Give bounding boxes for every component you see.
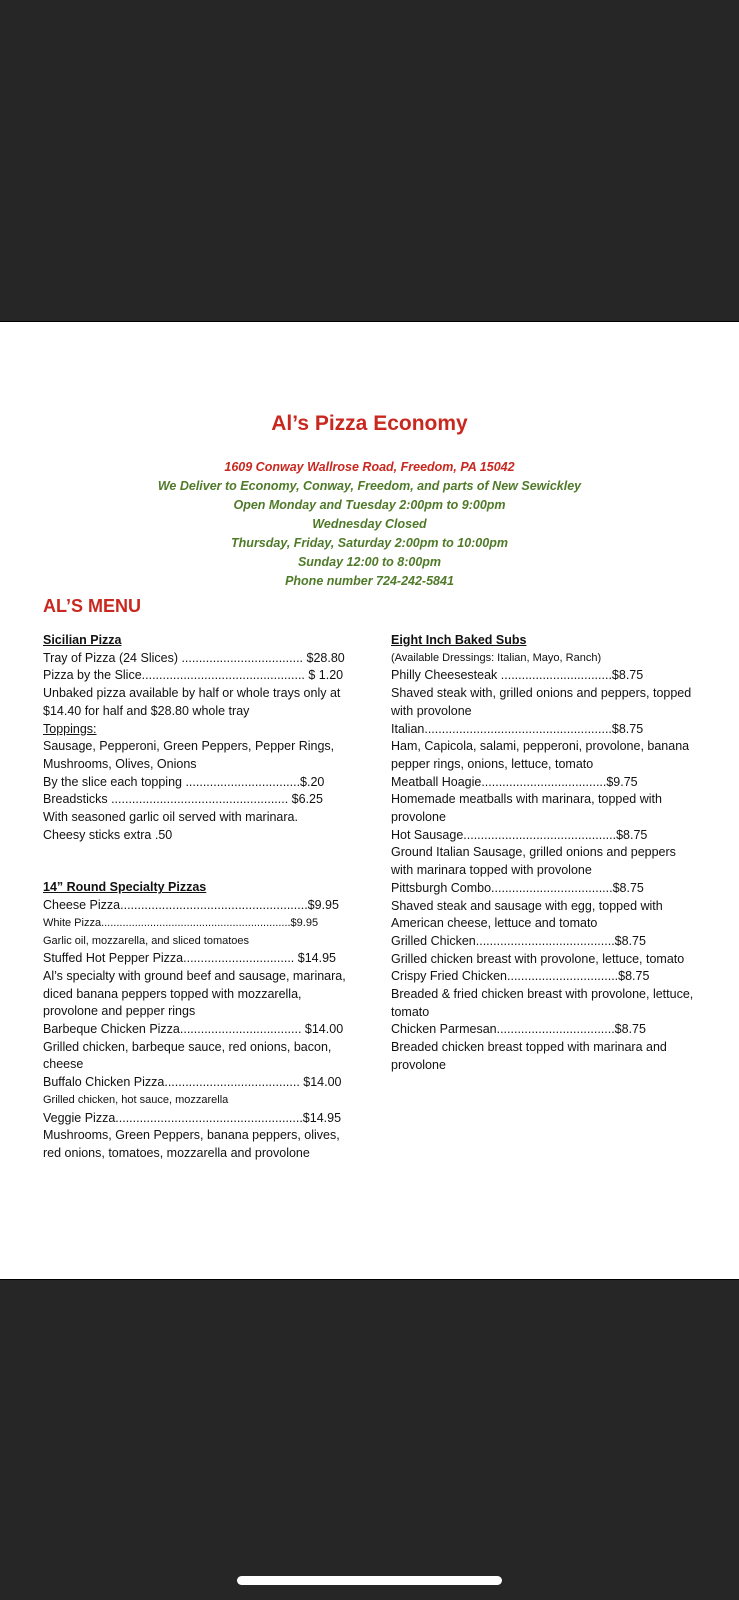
menu-document xyxy=(0,321,739,1280)
menu-item-philly: Philly Cheesesteak ................................$8.75 xyxy=(391,668,644,683)
menu-item-cheese: Cheese Pizza......................................................$9.95 xyxy=(43,898,339,913)
unbaked-note: Unbaked pizza available by half or whole trays only at $14.40 for half and $28.80 whole tray xyxy=(43,686,341,718)
hours-sun: Sunday 12:00 to 8:00pm xyxy=(297,555,442,569)
dressings-note: (Available Dressings: Italian, Mayo, Ranch) xyxy=(391,651,602,664)
toppings-list: Sausage, Pepperoni, Green Peppers, Pepper Rings, Mushrooms, Olives, Onions xyxy=(43,739,335,771)
menu-item-grilled-chicken: Grilled Chicken........................................$8.75 xyxy=(391,933,646,948)
menu-item-stuffed: Stuffed Hot Pepper Pizza................................ $14.95 xyxy=(43,951,336,966)
toppings-label: Toppings: xyxy=(43,721,97,736)
breadsticks-desc: With seasoned garlic oil served with marinara. xyxy=(43,810,298,825)
philly-desc: Shaved steak with, grilled onions and peppers, topped with provolone xyxy=(391,686,692,718)
delivery-line: We Deliver to Economy, Conway, Freedom, and parts of New Sewickley xyxy=(157,479,582,493)
hours-wed: Wednesday Closed xyxy=(312,517,427,531)
menu-item-breadsticks: Breadsticks ................................................... $6.25 xyxy=(43,792,323,807)
meatball-desc: Homemade meatballs with marinara, topped with provolone xyxy=(391,792,662,825)
crispy-chicken-desc: Breaded & fried chicken breast with provolone, lettuce, tomato xyxy=(391,987,694,1019)
menu-item-tray: Tray of Pizza (24 Slices) ................................... $28.80 xyxy=(43,650,345,665)
phone-line: Phone number 724-242-5841 xyxy=(285,574,454,588)
grilled-chicken-desc: Grilled chicken breast with provolone, lettuce, tomato xyxy=(391,951,685,966)
menu-item-white: White Pizza..............................................................$9.95 xyxy=(43,916,319,929)
menu-item-slice: Pizza by the Slice............................................... $ 1.20 xyxy=(43,668,344,683)
menu-item-meatball: Meatball Hoagie....................................$9.75 xyxy=(391,774,638,789)
cheesy-sticks-note: Cheesy sticks extra .50 xyxy=(43,827,173,842)
section-gap xyxy=(43,844,353,879)
menu-item-italian: Italian......................................................$8.75 xyxy=(391,721,644,736)
address-line: 1609 Conway Wallrose Road, Freedom, PA 15042 xyxy=(224,460,515,474)
menu-item-bbq: Barbeque Chicken Pizza................................... $14.00 xyxy=(43,1022,344,1037)
buffalo-desc: Grilled chicken, hot sauce, mozzarella xyxy=(43,1093,229,1106)
menu-item-chicken-parm: Chicken Parmesan..................................$8.75 xyxy=(391,1022,646,1037)
menu-item-hot-sausage: Hot Sausage............................................$8.75 xyxy=(391,827,648,842)
menu-item-topping-price: By the slice each topping .................................$.20 xyxy=(43,774,325,789)
sicilian-heading: Sicilian Pizza xyxy=(43,633,122,647)
restaurant-info xyxy=(0,458,739,591)
italian-desc: Ham, Capicola, salami, pepperoni, provolone, banana pepper rings, onions, lettuce, tomato xyxy=(391,739,690,771)
home-indicator[interactable] xyxy=(237,1576,502,1585)
pittsburgh-desc: Shaved steak and sausage with egg, topped with American cheese, lettuce and tomato xyxy=(391,898,663,931)
menu-item-veggie: Veggie Pizza......................................................$14.95 xyxy=(43,1110,342,1125)
hot-sausage-desc: Ground Italian Sausage, grilled onions and peppers with marinara topped with provolone xyxy=(391,845,676,878)
bbq-desc: Grilled chicken, barbeque sauce, red onions, bacon, cheese xyxy=(43,1039,332,1072)
menu-item-crispy-chicken: Crispy Fried Chicken................................$8.75 xyxy=(391,969,650,984)
menu-item-pittsburgh: Pittsburgh Combo...................................$8.75 xyxy=(391,880,644,895)
veggie-desc: Mushrooms, Green Peppers, banana peppers, olives, red onions, tomatoes, mozzarella and provolone xyxy=(43,1128,340,1160)
right-column xyxy=(391,632,701,1075)
hours-mon-tue: Open Monday and Tuesday 2:00pm to 9:00pm xyxy=(233,498,506,512)
stuffed-desc: Al’s specialty with ground beef and sausage, marinara, diced banana peppers topped with mozzarella, provolone and pepper rings xyxy=(43,968,346,1019)
chicken-parm-desc: Breaded chicken breast topped with marinara and provolone xyxy=(391,1040,667,1072)
specialty-heading: 14” Round Specialty Pizzas xyxy=(43,880,207,895)
hours-thu-sat: Thursday, Friday, Saturday 2:00pm to 10:00pm xyxy=(231,536,508,550)
restaurant-title: Al’s Pizza Economy xyxy=(271,412,468,435)
white-desc: Garlic oil, mozzarella, and sliced tomatoes xyxy=(43,934,250,947)
left-column xyxy=(43,632,353,1163)
menu-heading: AL’S MENU xyxy=(43,596,142,616)
menu-item-buffalo: Buffalo Chicken Pizza....................................... $14.00 xyxy=(43,1075,342,1090)
subs-heading: Eight Inch Baked Subs xyxy=(391,633,527,647)
